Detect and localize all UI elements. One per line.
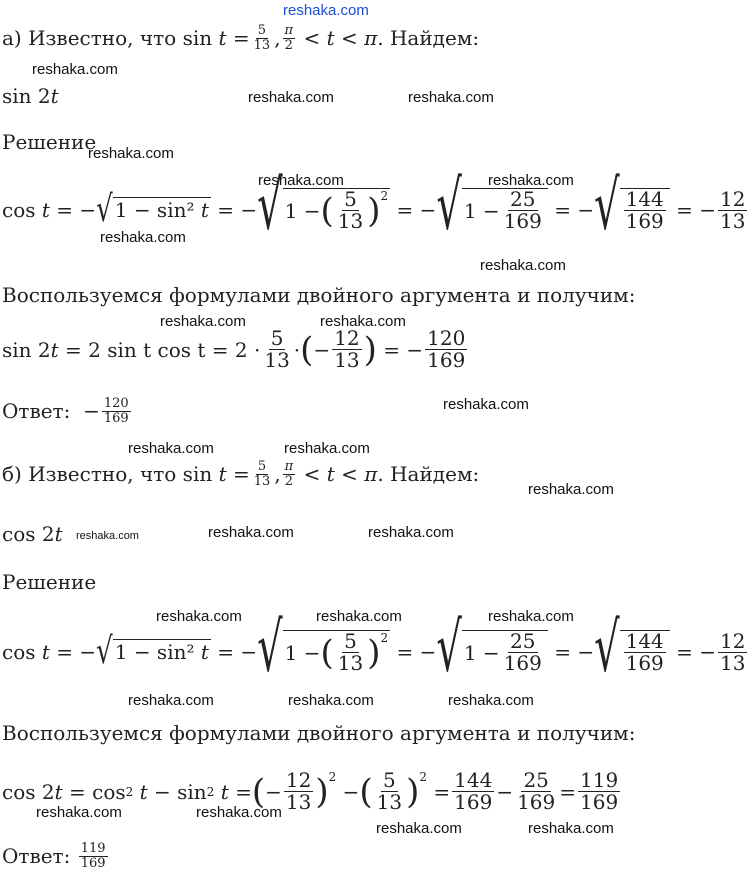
num: 119 (580, 768, 619, 792)
num: 5 (257, 459, 267, 474)
var-t: t (200, 198, 209, 222)
lt: < (303, 26, 321, 51)
den: 13 (334, 348, 360, 372)
watermark[interactable]: reshaka.com (128, 440, 214, 457)
den: 13 (720, 208, 746, 233)
den: 169 (625, 209, 664, 233)
den: 169 (625, 651, 664, 675)
lt: < (303, 462, 321, 487)
one-minus: 1 − (284, 640, 321, 665)
paren-open-icon: ( (320, 632, 334, 673)
watermark[interactable]: reshaka.com (488, 608, 574, 625)
den: 169 (503, 651, 542, 675)
frac-5-13 (336, 189, 365, 232)
pi: π (284, 23, 294, 38)
watermark[interactable]: reshaka.com (88, 145, 174, 162)
sqrt-body (462, 630, 548, 674)
eq-minus: = − (676, 198, 717, 222)
var-t: t (139, 779, 148, 804)
equals: = (559, 779, 577, 804)
dot: · (293, 337, 301, 362)
eq-minus: = − (554, 640, 595, 664)
watermark[interactable]: reshaka.com (448, 692, 534, 709)
part-b-answer (2, 842, 110, 870)
var-t: t (50, 84, 59, 108)
watermark[interactable]: reshaka.com (376, 820, 462, 837)
find-expr: cos 2 (2, 522, 55, 546)
sqrt-body (283, 630, 390, 674)
watermark-top[interactable]: reshaka.com (283, 2, 369, 19)
den: 169 (454, 790, 493, 814)
part-a-double-arg (2, 283, 635, 307)
double-arg-text: Воспользуемся формулами двойного аргумента и получим: (2, 721, 636, 745)
sqrt-1 (96, 631, 211, 673)
num: 12 (334, 326, 360, 350)
pi-half (283, 24, 296, 52)
part-b-solution-heading (2, 570, 96, 594)
watermark[interactable]: reshaka.com (258, 172, 344, 189)
watermark[interactable]: reshaka.com (156, 608, 242, 625)
part-a-answer (2, 397, 133, 425)
den: 169 (580, 790, 619, 814)
equals: = (235, 779, 252, 804)
eq-minus: = − (56, 198, 97, 222)
sqrt-body (283, 188, 390, 232)
frac-12-13 (284, 770, 313, 813)
eq-minus: = − (676, 640, 717, 664)
watermark[interactable]: reshaka.com (36, 804, 122, 821)
sqrt-icon: √ (257, 609, 283, 688)
paren-close-icon: ) (315, 771, 329, 812)
pi: π (364, 462, 378, 487)
frac-5-13 (262, 328, 291, 371)
sin2t-rhs: = 2 sin t cos t = 2 · (65, 337, 261, 362)
sqrt-body (113, 639, 211, 665)
given-num: 5 (257, 23, 267, 38)
minus: − (496, 779, 514, 804)
num: 12 (285, 768, 312, 792)
sqrt-text: 1 − sin² (114, 640, 201, 664)
watermark[interactable]: reshaka.com (160, 313, 246, 330)
part-b-intro-prefix: б) Известно, что sin (2, 462, 213, 487)
frac-12-13 (718, 186, 747, 233)
var-t: t (326, 462, 335, 487)
var-t: t (326, 26, 335, 51)
square-exp: 2 (206, 784, 215, 799)
square-exp: 2 (380, 189, 389, 203)
den: 169 (103, 410, 129, 426)
den: 169 (427, 348, 466, 372)
watermark[interactable]: reshaka.com (208, 524, 294, 541)
paren-close-icon: ) (406, 771, 420, 812)
frac-144-169 (624, 631, 666, 674)
square-exp: 2 (125, 784, 134, 799)
frac-25-169 (515, 770, 557, 813)
watermark[interactable]: reshaka.com (528, 820, 614, 837)
den: 13 (376, 790, 403, 814)
equals: = (433, 779, 451, 804)
var-t: t (41, 198, 50, 222)
frac-25-169 (502, 189, 544, 232)
given-fraction (252, 460, 273, 488)
num: 120 (103, 396, 129, 411)
watermark[interactable]: reshaka.com (443, 396, 529, 413)
num: 25 (523, 768, 549, 792)
frac-119-169 (578, 770, 620, 813)
part-a-intro (2, 24, 479, 52)
find-expr: sin 2 (2, 84, 51, 108)
den: 13 (264, 348, 290, 372)
sqrt-icon: √ (594, 609, 620, 688)
sqrt-icon: √ (594, 167, 620, 246)
sqrt-icon: √ (257, 167, 283, 246)
den: 169 (503, 209, 542, 233)
num: 12 (720, 186, 746, 211)
den: 13 (285, 790, 312, 814)
paren-close-icon: ) (367, 632, 381, 673)
paren-open-icon: ( (251, 771, 266, 812)
part-b-find (2, 522, 63, 546)
num: 144 (454, 768, 493, 792)
num: 5 (383, 768, 396, 792)
two: 2 (284, 37, 293, 53)
eq-cos: = cos (69, 779, 126, 804)
lt: < (340, 26, 358, 51)
sqrt-body (462, 188, 548, 232)
part-a-sin2t-line (2, 328, 469, 371)
num: 12 (720, 628, 746, 653)
sqrt-4 (594, 167, 670, 246)
den: 169 (517, 790, 556, 814)
part-b-double-arg (2, 721, 635, 745)
frac-5-13 (336, 631, 365, 674)
den: 13 (337, 209, 364, 233)
paren-open-icon: ( (300, 329, 314, 370)
square-exp: 2 (380, 631, 389, 645)
var-t: t (41, 640, 50, 664)
frac-144-169 (624, 189, 666, 232)
minus: − (342, 779, 360, 804)
cos2t: cos 2 (2, 779, 55, 804)
num: 144 (625, 187, 664, 211)
minus-sin: − sin (154, 779, 207, 804)
watermark[interactable]: reshaka.com (76, 530, 139, 542)
eq-minus: = − (554, 198, 595, 222)
sqrt-body (620, 630, 670, 674)
sqrt-icon: √ (436, 167, 462, 246)
num: 144 (625, 629, 664, 653)
comma: , (274, 26, 281, 51)
sqrt-icon: √ (96, 189, 113, 231)
given-fraction (252, 24, 273, 52)
equals: = (233, 462, 250, 487)
num: 5 (270, 326, 284, 350)
var-t: t (200, 640, 209, 664)
comma: , (274, 462, 281, 487)
num: 119 (80, 841, 106, 856)
frac-144-169 (452, 770, 494, 813)
eq-minus: = − (217, 640, 258, 664)
sqrt-4 (594, 609, 670, 688)
minus: − (313, 337, 331, 362)
one-minus: 1 − (463, 640, 500, 665)
answer-fraction (102, 397, 131, 425)
watermark[interactable]: reshaka.com (368, 524, 454, 541)
part-b-intro (2, 460, 479, 488)
watermark[interactable]: reshaka.com (32, 61, 118, 78)
sqrt-1 (96, 189, 211, 231)
square-exp: 2 (419, 770, 427, 784)
watermark[interactable]: reshaka.com (320, 313, 406, 330)
intro-tail: . Найдем: (377, 462, 480, 487)
watermark[interactable]: reshaka.com (408, 89, 494, 106)
heading-text: Решение (2, 570, 97, 594)
frac-12-13 (718, 628, 747, 675)
sqrt-body (620, 188, 670, 232)
eq-minus: = − (383, 337, 424, 362)
watermark[interactable]: reshaka.com (284, 440, 370, 457)
part-a-intro-prefix: а) Известно, что sin (2, 26, 213, 51)
answer-label: Ответ: (2, 844, 71, 869)
den: 13 (337, 651, 364, 675)
sqrt-icon: √ (96, 631, 113, 673)
paren-close-icon: ) (363, 329, 377, 370)
num: 5 (344, 187, 357, 211)
frac-120-169 (425, 328, 467, 371)
minus: − (83, 399, 100, 424)
double-arg-text: Воспользуемся формулами двойного аргумента и получим: (2, 283, 636, 307)
eq-minus: = − (56, 640, 97, 664)
cos: cos (2, 640, 36, 664)
var-t: t (218, 26, 227, 51)
lt: < (341, 462, 358, 487)
watermark[interactable]: reshaka.com (196, 804, 282, 821)
minus: − (265, 779, 282, 804)
sqrt-text: 1 − sin² (114, 198, 201, 222)
eq-minus: = − (217, 198, 258, 222)
two: 2 (284, 473, 294, 489)
eq-minus: = − (396, 640, 437, 664)
frac-12-13 (332, 328, 361, 371)
sin2t: sin 2 (2, 337, 51, 362)
eq-minus: = − (396, 198, 437, 222)
pi-half (283, 460, 296, 488)
watermark[interactable]: reshaka.com (288, 692, 374, 709)
sqrt-body (113, 197, 211, 223)
den: 13 (720, 650, 746, 675)
watermark[interactable]: reshaka.com (316, 608, 402, 625)
answer-label: Ответ: (2, 399, 71, 424)
square-exp: 2 (328, 770, 337, 784)
equals: = (232, 26, 250, 51)
one-minus: 1 − (463, 198, 500, 223)
given-den: 13 (253, 37, 271, 53)
frac-25-169 (502, 631, 544, 674)
den: 13 (253, 473, 271, 489)
paren-open-icon: ( (359, 771, 373, 812)
part-a-solution-heading (2, 130, 96, 154)
pi: π (364, 26, 378, 51)
answer-fraction (79, 842, 108, 870)
den: 169 (80, 855, 106, 871)
paren-close-icon: ) (367, 190, 381, 231)
watermark[interactable]: reshaka.com (100, 229, 186, 246)
one-minus: 1 − (284, 198, 321, 223)
watermark[interactable]: reshaka.com (248, 89, 334, 106)
part-a-find (2, 84, 59, 108)
num: 25 (510, 187, 536, 211)
paren-open-icon: ( (320, 190, 334, 231)
pi: π (284, 459, 294, 474)
var-t: t (220, 779, 229, 804)
watermark[interactable]: reshaka.com (528, 481, 614, 498)
var-t: t (54, 522, 63, 546)
num: 5 (344, 629, 357, 653)
num: 120 (427, 326, 466, 350)
var-t: t (54, 779, 63, 804)
watermark[interactable]: reshaka.com (488, 172, 574, 189)
heading-text: Решение (2, 130, 97, 154)
sqrt-icon: √ (436, 609, 462, 688)
var-t: t (50, 337, 59, 362)
watermark[interactable]: reshaka.com (128, 692, 214, 709)
var-t: t (218, 462, 227, 487)
intro-tail: . Найдем: (377, 26, 480, 51)
frac-5-13 (375, 770, 404, 813)
cos: cos (2, 198, 36, 222)
num: 25 (510, 629, 536, 653)
watermark[interactable]: reshaka.com (480, 257, 566, 274)
